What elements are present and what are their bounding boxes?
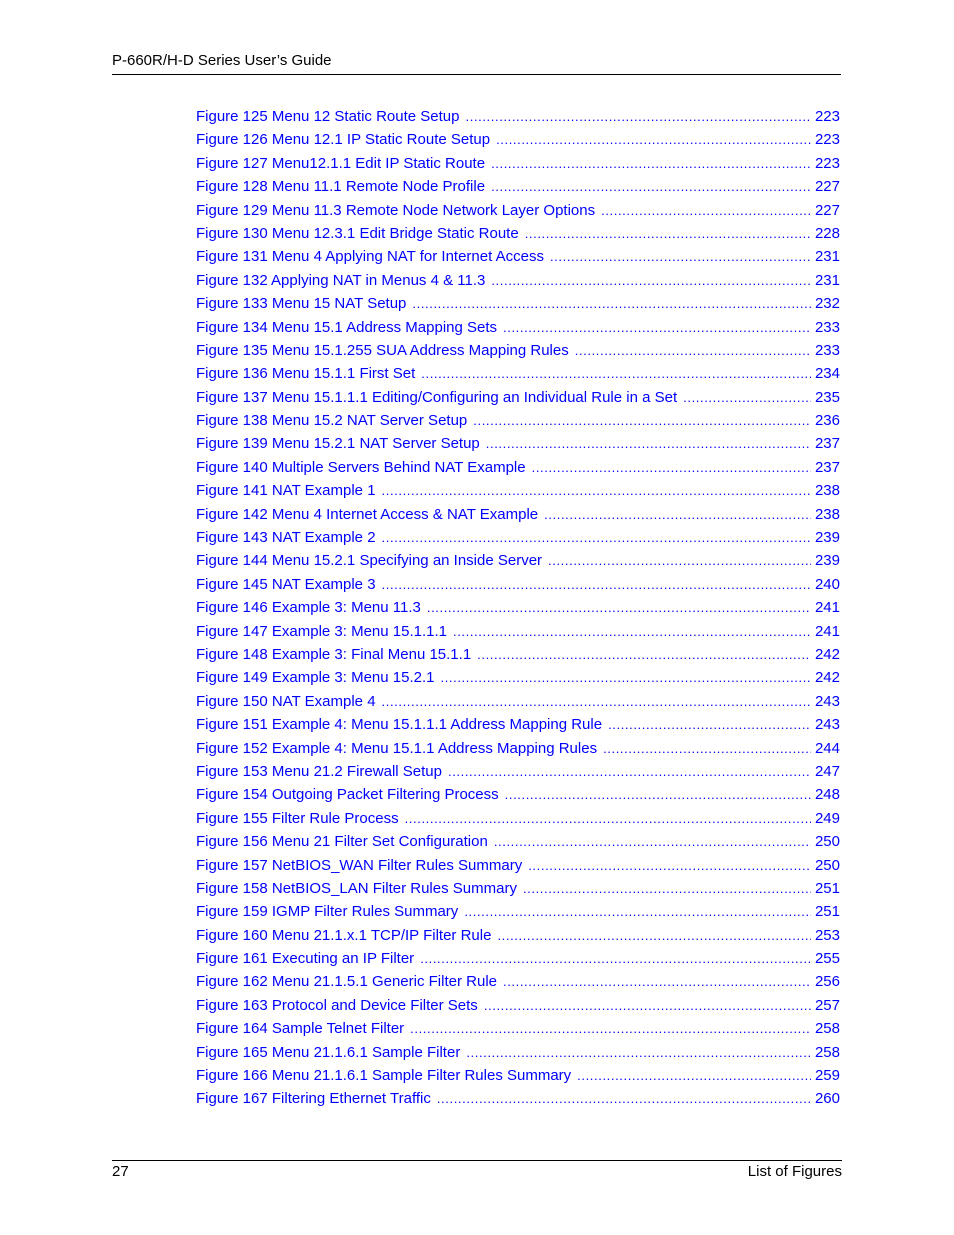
toc-entry-page: 253	[814, 926, 840, 944]
toc-entry-title: Figure 140 Multiple Servers Behind NAT Example	[196, 458, 526, 476]
toc-entry-title: Figure 128 Menu 11.1 Remote Node Profile	[196, 178, 486, 196]
toc-dot-leader	[484, 994, 811, 1017]
toc-entry-page: 259	[814, 1067, 840, 1085]
toc-entry-title: Figure 135 Menu 15.1.255 SUA Address Mapping Rules	[196, 341, 569, 359]
toc-entry-link[interactable]	[196, 1064, 840, 1087]
toc-entry-page: 250	[814, 856, 840, 874]
toc-entry-title: Figure 164 Sample Telnet Filter	[196, 1020, 405, 1038]
toc-dot-leader	[382, 479, 811, 502]
toc-entry-page: 239	[814, 529, 840, 547]
toc-entry-link[interactable]	[196, 737, 840, 760]
page-footer	[112, 1160, 842, 1183]
page-header	[112, 50, 841, 75]
toc-entry-link[interactable]	[196, 409, 840, 432]
toc-entry-title: Figure 126 Menu 12.1 IP Static Route Setup	[196, 131, 491, 149]
toc-entry-title: Figure 148 Example 3: Final Menu 15.1.1	[196, 645, 472, 663]
toc-entry-link[interactable]	[196, 503, 840, 526]
toc-dot-leader	[608, 713, 811, 736]
toc-entry-page: 255	[814, 950, 840, 968]
toc-entry-page: 242	[814, 645, 840, 663]
toc-entry-title: Figure 165 Menu 21.1.6.1 Sample Filter	[196, 1043, 461, 1061]
toc-dot-leader	[420, 947, 811, 970]
toc-entry-page: 231	[814, 271, 840, 289]
toc-entry-title: Figure 125 Menu 12 Static Route Setup	[196, 108, 460, 125]
toc-entry-title: Figure 166 Menu 21.1.6.1 Sample Filter Rules Summary	[196, 1067, 572, 1085]
toc-entry-link[interactable]	[196, 807, 840, 830]
toc-entry-title: Figure 129 Menu 11.3 Remote Node Network Layer Options	[196, 201, 596, 219]
toc-entry-link[interactable]	[196, 666, 840, 689]
toc-entry-page: 251	[814, 903, 840, 921]
toc-dot-leader	[683, 386, 811, 409]
footer-section-title: List of Figures	[747, 1163, 842, 1180]
toc-entry-title: Figure 133 Menu 15 NAT Setup	[196, 295, 407, 313]
toc-dot-leader	[523, 877, 811, 900]
toc-entry-title: Figure 147 Example 3: Menu 15.1.1.1	[196, 622, 447, 640]
toc-entry-title: Figure 150 NAT Example 4	[196, 692, 376, 710]
toc-entry-link[interactable]	[196, 175, 840, 198]
toc-dot-leader	[575, 339, 811, 362]
toc-dot-leader	[410, 1017, 811, 1040]
toc-entry-link[interactable]	[196, 549, 840, 572]
toc-entry-title: Figure 161 Executing an IP Filter	[196, 950, 415, 968]
toc-entry-link[interactable]	[196, 362, 840, 385]
toc-entry-page: 223	[814, 108, 840, 125]
toc-entry-page: 227	[814, 178, 840, 196]
toc-entry-link[interactable]	[196, 596, 840, 619]
toc-entry-link[interactable]	[196, 479, 840, 502]
toc-entry-link[interactable]	[196, 432, 840, 455]
toc-dot-leader	[491, 269, 811, 292]
footer-page-number: 27	[112, 1163, 129, 1180]
toc-entry-title: Figure 130 Menu 12.3.1 Edit Bridge Static Route	[196, 224, 519, 242]
toc-entry-link[interactable]	[196, 854, 840, 877]
toc-entry-page: 232	[814, 295, 840, 313]
toc-entry-page: 250	[814, 833, 840, 851]
toc-entry-title: Figure 138 Menu 15.2 NAT Server Setup	[196, 412, 468, 430]
toc-entry-title: Figure 132 Applying NAT in Menus 4 & 11.3	[196, 271, 486, 289]
toc-entry-page: 251	[814, 879, 840, 897]
toc-entry-title: Figure 163 Protocol and Device Filter Sets	[196, 996, 478, 1014]
toc-entry-page: 234	[814, 365, 840, 383]
toc-entry-page: 241	[814, 622, 840, 640]
toc-entry-page: 237	[814, 458, 840, 476]
toc-entry-page: 227	[814, 201, 840, 219]
toc-entry-link[interactable]	[196, 830, 840, 853]
toc-entry-page: 239	[814, 552, 840, 570]
toc-entry-title: Figure 153 Menu 21.2 Firewall Setup	[196, 762, 442, 780]
toc-entry-page: 260	[814, 1090, 840, 1108]
toc-entry-title: Figure 136 Menu 15.1.1 First Set	[196, 365, 416, 383]
toc-dot-leader	[550, 245, 811, 268]
toc-entry-link[interactable]	[196, 713, 840, 736]
toc-entry-title: Figure 158 NetBIOS_LAN Filter Rules Summary	[196, 879, 517, 897]
toc-dot-leader	[473, 409, 811, 432]
toc-entry-link[interactable]	[196, 924, 840, 947]
toc-entry-link[interactable]	[196, 783, 840, 806]
toc-dot-leader	[528, 854, 811, 877]
toc-entry-title: Figure 145 NAT Example 3	[196, 575, 376, 593]
toc-dot-leader	[505, 783, 811, 806]
toc-entry-link[interactable]	[196, 1087, 840, 1110]
toc-dot-leader	[577, 1064, 811, 1087]
toc-dot-leader	[503, 316, 811, 339]
toc-dot-leader	[601, 199, 811, 222]
toc-dot-leader	[382, 573, 811, 596]
toc-dot-leader	[382, 526, 811, 549]
toc-dot-leader	[427, 596, 811, 619]
toc-entry-link[interactable]	[196, 245, 840, 268]
toc-entry-page: 236	[814, 412, 840, 430]
toc-entry-page: 243	[814, 716, 840, 734]
toc-entry-page: 256	[814, 973, 840, 991]
toc-dot-leader	[464, 900, 811, 923]
toc-entry-page: 237	[814, 435, 840, 453]
toc-dot-leader	[382, 690, 811, 713]
toc-entry-page: 258	[814, 1043, 840, 1061]
toc-entry-link[interactable]	[196, 316, 840, 339]
toc-entry-title: Figure 137 Menu 15.1.1.1 Editing/Configuring an Individual Rule in a Set	[196, 388, 678, 406]
toc-dot-leader	[503, 970, 811, 993]
toc-entry-page: 241	[814, 599, 840, 617]
toc-dot-leader	[548, 549, 811, 572]
toc-dot-leader	[440, 666, 810, 689]
toc-entry-link[interactable]	[196, 386, 840, 409]
toc-dot-leader	[532, 456, 811, 479]
toc-entry-title: Figure 146 Example 3: Menu 11.3	[196, 599, 421, 617]
toc-entry-title: Figure 159 IGMP Filter Rules Summary	[196, 903, 459, 921]
toc-entry-page: 231	[814, 248, 840, 266]
toc-entry-link[interactable]	[196, 199, 840, 222]
toc-entry-link[interactable]	[196, 269, 840, 292]
toc-entry-page: 228	[814, 224, 840, 242]
toc-entry-link[interactable]	[196, 573, 840, 596]
toc-entry-title: Figure 152 Example 4: Menu 15.1.1 Address Mapping Rules	[196, 739, 598, 757]
toc-dot-leader	[477, 643, 811, 666]
toc-entry-title: Figure 167 Filtering Ethernet Traffic	[196, 1090, 431, 1108]
toc-dot-leader	[496, 128, 811, 151]
toc-entry-link[interactable]	[196, 690, 840, 713]
toc-entry-link[interactable]	[196, 1041, 840, 1064]
toc-entry-title: Figure 151 Example 4: Menu 15.1.1.1 Address Mapping Rule	[196, 716, 603, 734]
toc-dot-leader	[466, 1041, 811, 1064]
toc-entry-page: 233	[814, 341, 840, 359]
toc-entry-link[interactable]	[196, 994, 840, 1017]
toc-entry-link[interactable]	[196, 900, 840, 923]
toc-entry-title: Figure 134 Menu 15.1 Address Mapping Sets	[196, 318, 498, 336]
toc-entry-page: 238	[814, 505, 840, 523]
toc-dot-leader	[491, 175, 811, 198]
document-title: P-660R/H-D Series User’s Guide	[112, 52, 332, 69]
toc-dot-leader	[603, 737, 811, 760]
toc-entry-link[interactable]	[196, 877, 840, 900]
toc-entry-page: 242	[814, 669, 840, 687]
toc-dot-leader	[525, 222, 811, 245]
toc-entry-title: Figure 139 Menu 15.2.1 NAT Server Setup	[196, 435, 480, 453]
toc-entry-title: Figure 144 Menu 15.2.1 Specifying an Inside Server	[196, 552, 543, 570]
toc-entry-page: 235	[814, 388, 840, 406]
toc-entry-page: 257	[814, 996, 840, 1014]
toc-entry-link[interactable]	[196, 105, 840, 128]
toc-entry-page: 248	[814, 786, 840, 804]
toc-dot-leader	[412, 292, 811, 315]
toc-entry-title: Figure 156 Menu 21 Filter Set Configuration	[196, 833, 488, 851]
toc-entry-title: Figure 143 NAT Example 2	[196, 529, 376, 547]
toc-dot-leader	[421, 362, 811, 385]
toc-entry-link[interactable]	[196, 128, 840, 151]
toc-dot-leader	[437, 1087, 811, 1110]
toc-entry-page: 240	[814, 575, 840, 593]
toc-entry-title: Figure 155 Filter Rule Process	[196, 809, 399, 827]
toc-dot-leader	[453, 620, 811, 643]
toc-dot-leader	[466, 105, 811, 128]
toc-dot-leader	[448, 760, 811, 783]
toc-entry-link[interactable]	[196, 222, 840, 245]
toc-entry-link[interactable]	[196, 643, 840, 666]
toc-entry-link[interactable]	[196, 456, 840, 479]
toc-entry-page: 258	[814, 1020, 840, 1038]
toc-entry-title: Figure 142 Menu 4 Internet Access & NAT Example	[196, 505, 539, 523]
toc-entry-title: Figure 141 NAT Example 1	[196, 482, 376, 500]
toc-dot-leader	[405, 807, 811, 830]
toc-entry-link[interactable]	[196, 526, 840, 549]
toc-entry-title: Figure 162 Menu 21.1.5.1 Generic Filter Rule	[196, 973, 497, 991]
toc-entry-title: Figure 127 Menu12.1.1 Edit IP Static Route	[196, 154, 486, 172]
toc-entry-link[interactable]	[196, 620, 840, 643]
toc-entry-link[interactable]	[196, 1017, 840, 1040]
toc-entry-link[interactable]	[196, 970, 840, 993]
toc-entry-link[interactable]	[196, 152, 840, 175]
toc-entry-page: 233	[814, 318, 840, 336]
toc-dot-leader	[494, 830, 811, 853]
toc-entry-page: 243	[814, 692, 840, 710]
toc-entry-page: 249	[814, 809, 840, 827]
toc-entry-link[interactable]	[196, 339, 840, 362]
toc-entry-page: 223	[814, 154, 840, 172]
toc-dot-leader	[491, 152, 811, 175]
toc-entry-page: 238	[814, 482, 840, 500]
toc-entry-title: Figure 154 Outgoing Packet Filtering Process	[196, 786, 499, 804]
toc-dot-leader	[486, 432, 811, 455]
toc-entry-link[interactable]	[196, 947, 840, 970]
toc-entry-title: Figure 149 Example 3: Menu 15.2.1	[196, 669, 435, 687]
toc-entry-link[interactable]	[196, 760, 840, 783]
toc-entry-title: Figure 160 Menu 21.1.x.1 TCP/IP Filter Rule	[196, 926, 492, 944]
toc-entry-page: 244	[814, 739, 840, 757]
list-of-figures	[196, 105, 840, 1111]
toc-entry-page: 223	[814, 131, 840, 149]
toc-dot-leader	[497, 924, 811, 947]
toc-entry-title: Figure 157 NetBIOS_WAN Filter Rules Summary	[196, 856, 523, 874]
toc-entry-page: 247	[814, 762, 840, 780]
toc-entry-link[interactable]	[196, 292, 840, 315]
toc-dot-leader	[544, 503, 811, 526]
toc-entry-title: Figure 131 Menu 4 Applying NAT for Internet Access	[196, 248, 544, 266]
